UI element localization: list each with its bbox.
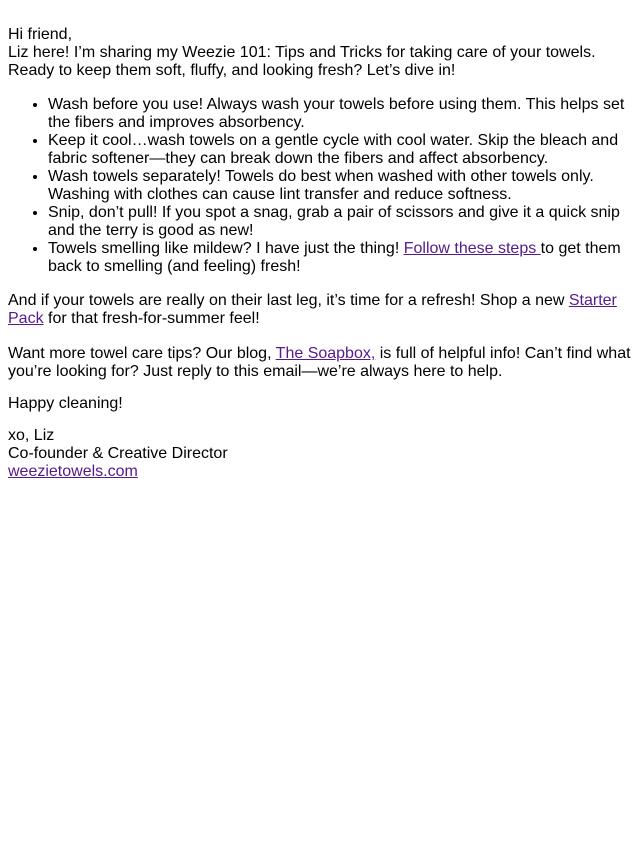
tip-mildew-text: Towels smelling like mildew? I have just the thing! bbox=[48, 240, 404, 257]
tip-mildew-rest: to get them back to smelling (and feeling) fresh! bbox=[48, 240, 621, 275]
website-link[interactable]: weezietowels.com bbox=[8, 463, 138, 480]
blog-text: Want more towel care tips? Our blog, bbox=[8, 345, 276, 362]
tip-mildew bbox=[48, 240, 634, 276]
refresh-text: And if your towels are really on their last leg, it’s time for a refresh! Shop a new bbox=[8, 292, 569, 309]
refresh-paragraph bbox=[8, 292, 634, 328]
follow-steps-link[interactable]: Follow these steps bbox=[403, 240, 541, 257]
closing: Happy cleaning! bbox=[8, 395, 123, 412]
starter-pack-link[interactable]: Starter Pack bbox=[8, 292, 617, 327]
signature bbox=[8, 427, 634, 481]
intro-line-1: Liz here! I’m sharing my Weezie 101: Tips and Tricks for taking care of your towels. bbox=[8, 44, 596, 61]
signature-title: Co-founder & Creative Director bbox=[8, 445, 228, 462]
soapbox-link[interactable]: The Soapbox, bbox=[275, 345, 376, 362]
tip-keep-cool: • Keep it cool…wash towels on a gentle cycle with cool water. Skip the bleach and fabric softener—they can break down the fibers and affect absorbency. bbox=[48, 132, 634, 168]
refresh-rest: for that fresh-for-summer feel! bbox=[43, 310, 260, 327]
email-body bbox=[8, 26, 634, 481]
tips-list bbox=[8, 96, 634, 276]
tip-snip: • Snip, don’t pull! If you spot a snag, grab a pair of scissors and give it a quick snip and the terry is good as new! bbox=[48, 204, 634, 240]
tip-wash-separately: • Wash towels separately! Towels do best when washed with other towels only. Washing with clothes can cause lint transfer and reduce softness. bbox=[48, 168, 634, 204]
blog-paragraph bbox=[8, 345, 634, 381]
tip-wash-before-use: • Wash before you use! Always wash your towels before using them. This helps set the fibers and improves absorbency. bbox=[48, 96, 634, 132]
signoff: xo, Liz bbox=[8, 427, 55, 444]
greeting: Hi friend, bbox=[8, 26, 73, 43]
blog-rest: is full of helpful info! Can’t find what you’re looking for? Just reply to this email—we’re always here to help. bbox=[8, 345, 631, 380]
intro-line-2: Ready to keep them soft, fluffy, and looking fresh? Let’s dive in! bbox=[8, 62, 456, 79]
